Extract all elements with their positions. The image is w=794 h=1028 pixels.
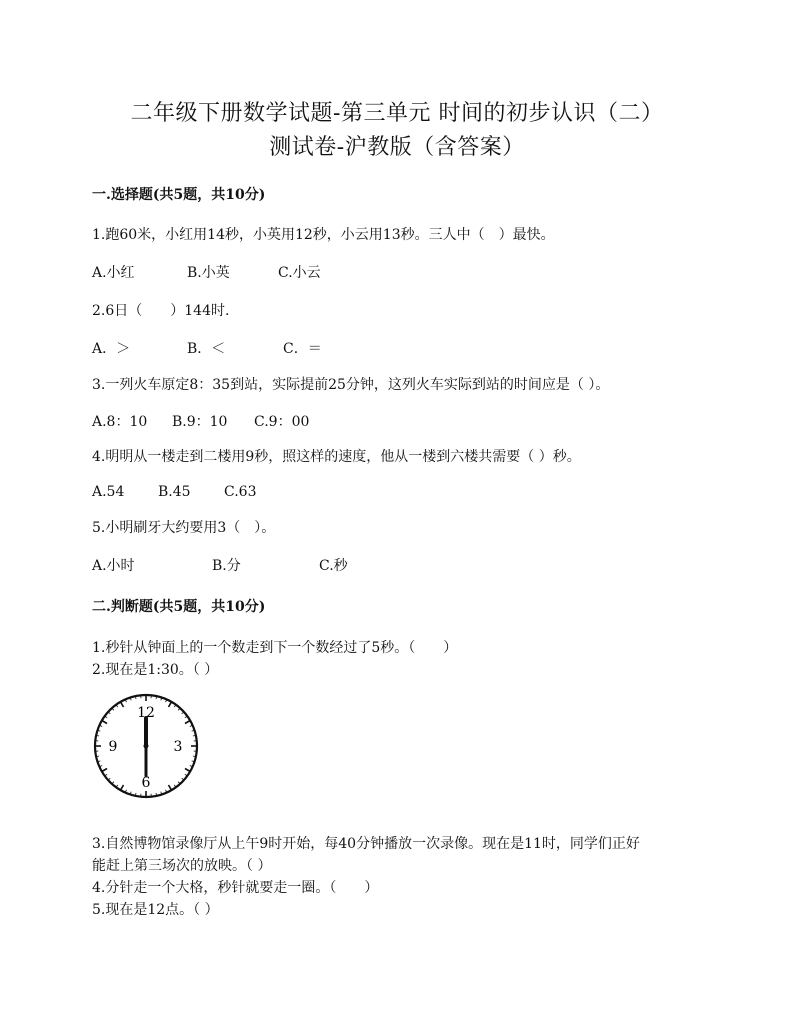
judge-question-3-cont: 能赶上第三场次的放映。（ ） (92, 858, 272, 874)
document-title-line2: 测试卷-沪教版（含答案） (269, 135, 525, 160)
choice-question-4: 4.明明从一楼走到二楼用9秒，照这样的速度，他从一楼到六楼共需要（ ）秒。 (92, 449, 581, 465)
option-a: A.小红 (92, 265, 135, 281)
option-c: C.9：00 (254, 414, 310, 430)
option-a: A.8：10 (92, 414, 148, 430)
choice-options-4 (92, 484, 256, 500)
option-c: C.63 (224, 484, 257, 500)
option-b: B．＜ (187, 341, 226, 357)
option-a: A．＞ (92, 341, 131, 357)
section2-heading: 二.判断题(共5题，共10分) (92, 599, 266, 615)
clock-center (144, 744, 149, 749)
option-b: B.小英 (187, 265, 230, 281)
judge-question-3: 3.自然博物馆录像厅从上午9时开始，每40分钟播放一次录像。现在是11时，同学们正好 (92, 836, 640, 852)
judge-question-1: 1.秒针从钟面上的一个数走到下一个数经过了5秒。（ ） (92, 640, 458, 656)
judge-question-5: 5.现在是12点。（ ） (92, 902, 219, 918)
choice-options-2 (92, 338, 322, 358)
choice-question-3: 3.一列火车原定8：35到站，实际提前25分钟，这列火车实际到站的时间应是（ ）。 (92, 377, 610, 393)
option-a: A.小时 (92, 558, 135, 574)
choice-question-5: 5.小明刷牙大约要用3（ ）。 (92, 520, 276, 536)
choice-options-3 (92, 411, 309, 431)
choice-question-2: 2.6日（ ）144时. (92, 303, 230, 319)
judge-question-4: 4.分针走一个大格，秒针就要走一圈。（ ） (92, 880, 379, 896)
option-c: C.小云 (278, 265, 321, 281)
option-b: B.9：10 (172, 414, 228, 430)
choice-options-1 (92, 262, 321, 282)
clock-number-12: 12 (137, 705, 155, 721)
option-b: B.45 (158, 484, 191, 500)
option-c: C.秒 (319, 558, 348, 574)
judge-question-2: 2.现在是1:30。（ ） (92, 662, 219, 678)
section1-heading: 一.选择题(共5题，共10分) (92, 187, 266, 203)
clock-face (92, 692, 200, 800)
option-b: B.分 (212, 558, 241, 574)
choice-question-1: 1.跑60米，小红用14秒，小英用12秒，小云用13秒。三人中（ ）最快。 (92, 227, 555, 243)
option-c: C．＝ (283, 341, 322, 357)
clock-number-3: 3 (173, 739, 183, 755)
option-a: A.54 (92, 484, 125, 500)
clock-number-6: 6 (141, 775, 151, 791)
choice-options-5 (92, 555, 348, 575)
clock-number-9: 9 (108, 739, 118, 755)
document-title-line1: 二年级下册数学试题-第三单元 时间的初步认识（二） (130, 101, 664, 126)
